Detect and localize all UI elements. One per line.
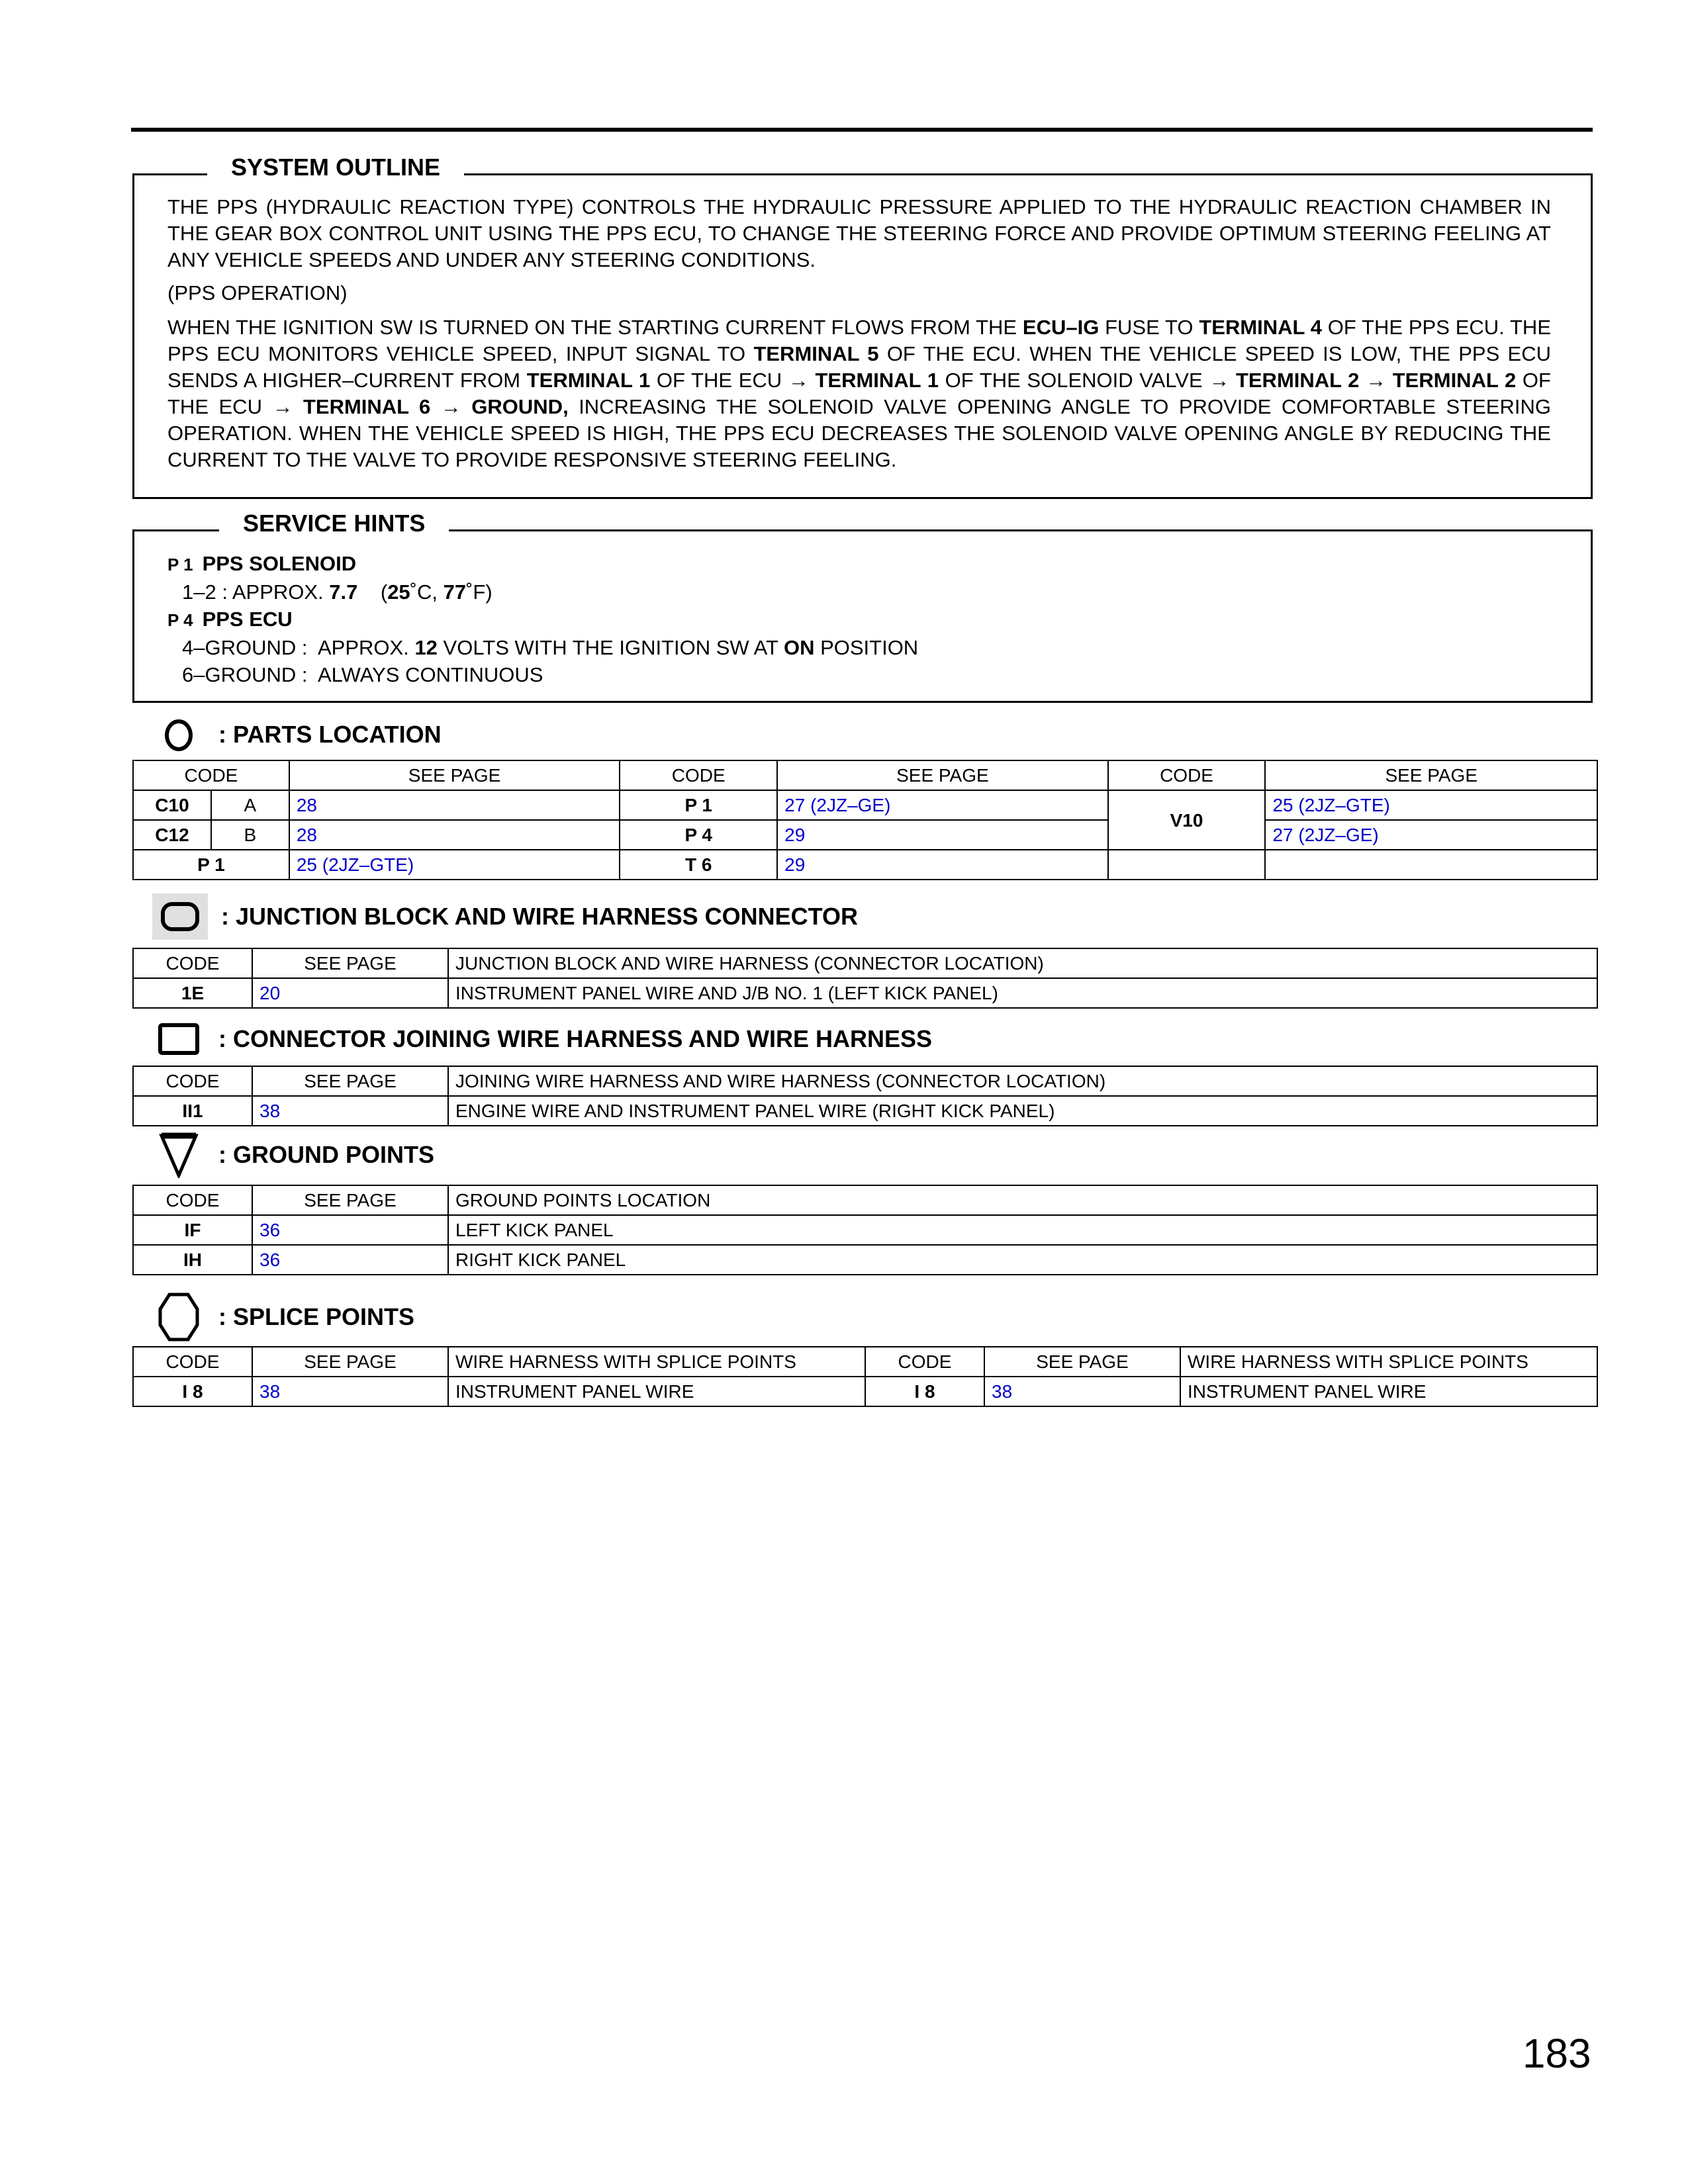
code-cell: T 6 xyxy=(620,850,777,880)
see-page-link[interactable]: 29 xyxy=(777,850,1107,880)
ground-points-heading xyxy=(152,1132,434,1178)
header-cell: SEE PAGE xyxy=(252,1347,448,1377)
header-cell: WIRE HARNESS WITH SPLICE POINTS xyxy=(448,1347,865,1377)
hint-heading-p4 xyxy=(167,606,918,634)
triangle-down-icon xyxy=(152,1132,205,1178)
see-page-link[interactable]: 38 xyxy=(984,1377,1180,1406)
code-cell: IH xyxy=(133,1245,252,1275)
table-row xyxy=(133,1377,1597,1406)
header-cell: JUNCTION BLOCK AND WIRE HARNESS (CONNECTOR LOCATION) xyxy=(448,948,1597,978)
hint-name: PPS ECU xyxy=(202,608,293,631)
splice-points-table xyxy=(132,1346,1598,1407)
header-cell: CODE xyxy=(620,760,777,790)
junction-block-heading xyxy=(152,893,858,940)
header-cell: SEE PAGE xyxy=(252,1066,448,1096)
empty-cell xyxy=(1265,850,1597,880)
header-cell: CODE xyxy=(133,948,252,978)
description-cell: ENGINE WIRE AND INSTRUMENT PANEL WIRE (RIGHT KICK PANEL) xyxy=(448,1096,1597,1126)
junction-block-title: : JUNCTION BLOCK AND WIRE HARNESS CONNECTOR xyxy=(221,903,859,930)
header-cell: SEE PAGE xyxy=(984,1347,1180,1377)
hint-heading-p1 xyxy=(167,550,918,578)
table-row xyxy=(133,820,1597,850)
body-text: OF THE ECU → xyxy=(650,369,816,392)
system-outline-box xyxy=(132,154,1593,499)
table-header-row xyxy=(133,1066,1597,1096)
table-header-row xyxy=(133,760,1597,790)
description-cell: INSTRUMENT PANEL WIRE AND J/B NO. 1 (LEFT KICK PANEL) xyxy=(448,978,1597,1008)
pps-operation-heading: (PPS OPERATION) xyxy=(167,281,348,304)
service-hints-box xyxy=(132,510,1593,703)
hint-code: P 4 xyxy=(167,610,193,630)
code-cell: C10 xyxy=(133,790,211,820)
header-cell: CODE xyxy=(1108,760,1266,790)
table-row xyxy=(133,850,1597,880)
see-page-link[interactable]: 29 xyxy=(777,820,1107,850)
description-cell: INSTRUMENT PANEL WIRE xyxy=(448,1377,865,1406)
emphasis-text: TERMINAL 6 xyxy=(303,395,431,418)
see-page-link[interactable]: 36 xyxy=(252,1215,448,1245)
emphasis-text: TERMINAL 1 xyxy=(815,369,939,392)
code-cell: P 4 xyxy=(620,820,777,850)
body-text: OF THE SOLENOID VALVE → xyxy=(938,369,1236,392)
system-outline-title: SYSTEM OUTLINE xyxy=(207,154,464,181)
body-text: → xyxy=(1359,369,1393,392)
parts-location-title: : PARTS LOCATION xyxy=(218,721,442,748)
header-cell: CODE xyxy=(133,1185,252,1215)
square-icon xyxy=(152,1016,205,1062)
code-cell: I 8 xyxy=(133,1377,252,1406)
header-cell: CODE xyxy=(133,1347,252,1377)
code-cell: IF xyxy=(133,1215,252,1245)
emphasis-text: ECU–IG xyxy=(1022,316,1100,339)
see-page-link[interactable]: 28 xyxy=(289,820,620,850)
header-cell: SEE PAGE xyxy=(252,1185,448,1215)
body-text: INCREASING THE SOLENOID VALVE OPENING ANGLE TO PROVIDE COMFORTABLE STEERING OPERATION. WHEN THE VEHICLE SPEED IS HIGH, THE PPS ECU DECREASES THE SOLENOID VALVE OPENING ANGLE BY REDUCING THE CURRENT TO THE VALVE TO PROVIDE RESPONSIVE STEERING FEELING. xyxy=(167,395,1551,471)
service-hints-title: SERVICE HINTS xyxy=(219,510,449,537)
see-page-link[interactable]: 36 xyxy=(252,1245,448,1275)
header-cell: GROUND POINTS LOCATION xyxy=(448,1185,1597,1215)
code-sub-cell: A xyxy=(211,790,289,820)
rounded-rect-icon xyxy=(152,893,208,940)
page-number: 183 xyxy=(1523,2031,1591,2077)
parts-location-table xyxy=(132,760,1598,880)
description-cell: LEFT KICK PANEL xyxy=(448,1215,1597,1245)
body-text: OF THE ECU. WHEN THE VEHICLE SPEED IS LOW, THE PPS ECU SENDS A HIGHER–CURRENT FROM xyxy=(167,342,1551,392)
pps-operation-text xyxy=(167,314,1551,473)
emphasis-text: TERMINAL 4 xyxy=(1199,316,1322,339)
body-text: FUSE TO xyxy=(1099,316,1199,339)
code-cell: V10 xyxy=(1108,790,1266,850)
code-cell: P 1 xyxy=(133,850,289,880)
table-row xyxy=(133,1245,1597,1275)
header-cell: SEE PAGE xyxy=(777,760,1107,790)
header-cell: SEE PAGE xyxy=(1265,760,1597,790)
header-cell: CODE xyxy=(133,1066,252,1096)
header-cell: WIRE HARNESS WITH SPLICE POINTS xyxy=(1180,1347,1597,1377)
connector-joining-heading xyxy=(152,1016,932,1062)
see-page-link[interactable]: 25 (2JZ–GTE) xyxy=(1265,790,1597,820)
circle-icon xyxy=(152,711,205,758)
top-rule xyxy=(131,128,1593,132)
ground-points-table xyxy=(132,1185,1598,1275)
connector-joining-table xyxy=(132,1066,1598,1126)
header-cell: JOINING WIRE HARNESS AND WIRE HARNESS (CONNECTOR LOCATION) xyxy=(448,1066,1597,1096)
see-page-link[interactable]: 27 (2JZ–GE) xyxy=(777,790,1107,820)
table-row xyxy=(133,978,1597,1008)
hint-line: 1–2 : APPROX. 7.7 (25˚C, 77˚F) xyxy=(182,580,492,604)
body-text: OF THE ECU → xyxy=(167,369,1551,418)
connector-joining-title: : CONNECTOR JOINING WIRE HARNESS AND WIRE HARNESS xyxy=(218,1025,933,1052)
code-sub-cell: B xyxy=(211,820,289,850)
body-text: OF THE PPS ECU. THE PPS ECU MONITORS VEHICLE SPEED, INPUT SIGNAL TO xyxy=(167,316,1551,365)
header-cell: CODE xyxy=(865,1347,984,1377)
see-page-link[interactable]: 38 xyxy=(252,1377,448,1406)
hexagon-icon xyxy=(152,1291,205,1343)
see-page-link[interactable]: 38 xyxy=(252,1096,448,1126)
description-cell: INSTRUMENT PANEL WIRE xyxy=(1180,1377,1597,1406)
hint-line: 6–GROUND : ALWAYS CONTINUOUS xyxy=(182,663,543,686)
hint-code: P 1 xyxy=(167,555,193,574)
emphasis-text: TERMINAL 5 xyxy=(753,342,879,365)
junction-block-table xyxy=(132,948,1598,1009)
splice-points-title: : SPLICE POINTS xyxy=(218,1303,415,1330)
emphasis-text: GROUND, xyxy=(471,395,569,418)
code-cell: I 8 xyxy=(865,1377,984,1406)
body-text: WHEN THE IGNITION SW IS TURNED ON THE STARTING CURRENT FLOWS FROM THE xyxy=(167,316,1023,339)
code-cell: II1 xyxy=(133,1096,252,1126)
code-cell: P 1 xyxy=(620,790,777,820)
see-page-link[interactable]: 27 (2JZ–GE) xyxy=(1265,820,1597,850)
body-text: → xyxy=(430,395,472,418)
table-row xyxy=(133,790,1597,820)
see-page-link[interactable]: 25 (2JZ–GTE) xyxy=(289,850,620,880)
system-outline-intro: THE PPS (HYDRAULIC REACTION TYPE) CONTROLS THE HYDRAULIC PRESSURE APPLIED TO THE HYDRAULIC REACTION CHAMBER IN THE GEAR BOX CONTROL UNIT USING THE PPS ECU, TO CHANGE THE STEERING FORCE AND PROVIDE OPTIMUM STEERING FEELING AT ANY VEHICLE SPEEDS AND UNDER ANY STEERING CONDITIONS. xyxy=(167,195,1551,271)
hint-name: PPS SOLENOID xyxy=(202,552,357,575)
table-header-row xyxy=(133,1347,1597,1377)
table-row xyxy=(133,1096,1597,1126)
empty-cell xyxy=(1108,850,1266,880)
header-cell: SEE PAGE xyxy=(252,948,448,978)
header-cell: SEE PAGE xyxy=(289,760,620,790)
code-cell: 1E xyxy=(133,978,252,1008)
see-page-link[interactable]: 28 xyxy=(289,790,620,820)
header-cell: CODE xyxy=(133,760,289,790)
code-cell: C12 xyxy=(133,820,211,850)
hint-line: 4–GROUND : APPROX. 12 VOLTS WITH THE IGNITION SW AT ON POSITION xyxy=(182,636,919,659)
parts-location-heading xyxy=(152,711,442,758)
emphasis-text: TERMINAL 2 xyxy=(1392,369,1517,392)
description-cell: RIGHT KICK PANEL xyxy=(448,1245,1597,1275)
see-page-link[interactable]: 20 xyxy=(252,978,448,1008)
table-header-row xyxy=(133,1185,1597,1215)
table-header-row xyxy=(133,948,1597,978)
emphasis-text: TERMINAL 1 xyxy=(526,369,651,392)
ground-points-title: : GROUND POINTS xyxy=(218,1141,435,1168)
table-row xyxy=(133,1215,1597,1245)
emphasis-text: TERMINAL 2 xyxy=(1235,369,1360,392)
splice-points-heading xyxy=(152,1291,414,1343)
